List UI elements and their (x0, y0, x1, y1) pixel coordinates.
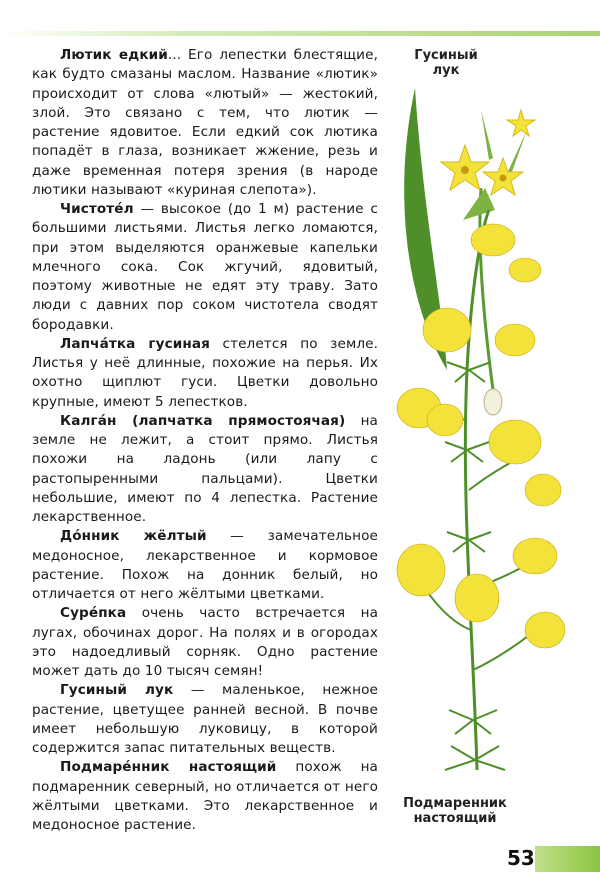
header-rule (0, 31, 600, 36)
caption-podmarennik: Подмаренник настоящий (403, 796, 507, 826)
paragraph-body: ... Его лепестки блестящие, как будто смазаны маслом. Название «лютик» происходит от слова «лютый» — жестокий, злой. Это связано с тем, что лютик — растение ядовитое. Если едкий сок лютика попадёт в глаза, возникает жжение, резь и даже временная потеря зрения (в народе лютики называют «куриная слепота»). (32, 47, 378, 198)
bedstraw-flower-cluster (525, 474, 561, 506)
bedstraw-flower-cluster (397, 544, 445, 596)
bedstraw-flower-cluster (471, 224, 515, 256)
paragraph-body: на земле не лежит, а стоит прямо. Листья похожи на ладонь (или лапу с растопыренными пальцами). Цветки небольшие, имеют по 4 лепестка. Растение лекарственное. (32, 412, 378, 525)
paragraph-lyutik (32, 46, 378, 200)
bedstraw-flower-cluster (495, 324, 535, 356)
bedstraw-flower-cluster (427, 404, 463, 436)
goose-onion-bulb (484, 389, 502, 415)
paragraph-body: похож на подмаренник северный, но отличается от него жёлтыми цветками. Это лекарственное и медоносное растение. (32, 759, 378, 833)
goose-onion-flower (441, 145, 489, 190)
term: Суре́пка (60, 605, 127, 622)
goose-onion-flower (483, 158, 523, 195)
term: Лютик едкий (60, 47, 168, 63)
paragraph-body: — маленькое, нежное растение, цветущее ранней весной. В почве имеет небольшую луковицу, в которой содержится запас питательных веществ. (32, 682, 378, 756)
paragraph-surepka (32, 604, 378, 681)
goose-onion-bud (481, 110, 493, 160)
term: Чистоте́л (60, 201, 134, 217)
paragraph-podmarennik (32, 758, 378, 835)
paragraph-body: стелется по земле. Листья у неё длинные, похожие на перья. Их охотно щиплют гуси. Цветки довольно крупные, имеют 5 лепестков. (32, 335, 379, 410)
bedstraw-flower-cluster (513, 538, 557, 574)
paragraph-gusiny-luk (32, 681, 378, 758)
page-number-band (535, 846, 600, 872)
bedstraw-flower-cluster (423, 308, 471, 352)
term: Калга́н (лапчатка прямостоячая) (60, 412, 346, 429)
bedstraw-flower-cluster (525, 612, 565, 648)
article-text (32, 46, 378, 835)
page-number: 53 (507, 846, 535, 870)
paragraph-donnik (32, 527, 378, 604)
term: Лапча́тка гусиная (60, 335, 210, 352)
term: Подмаре́нник настоящий (60, 759, 277, 776)
paragraph-body: — замечательное медоносное, лекарственное и кормовое растение. Похож на донник белый, но отличается от него жёлтыми цветками. (32, 528, 378, 602)
bedstraw-flower-cluster (489, 420, 541, 464)
paragraph-kalgan (32, 412, 378, 528)
plant-illustration (385, 70, 585, 800)
paragraph-lapchatka (32, 335, 378, 412)
paragraph-body: — высокое (до 1 м) растение с большими листьями. Листья легко ломаются, при этом выделяются оранжевые капельки млечного сока. Сок жгучий, ядовитый, поэтому животные не едят эту траву. Зато люди с давних пор соком чистотела сводят бородавки. (32, 201, 378, 333)
bedstraw-stem (465, 210, 489, 770)
bedstraw-flower-cluster (509, 258, 541, 282)
term: Гусиный лук (60, 682, 174, 699)
paragraph-chistotel (32, 200, 378, 335)
term: До́нник жёлтый (60, 528, 207, 545)
bedstraw-flower-cluster (455, 574, 499, 622)
caption-gusiny-luk: Гусиный лук (414, 48, 478, 78)
paragraph-body: очень часто встречается на лугах, обочинах дорог. На полях и в огородах это надоедливый сорняк. Одно растение может дать до 10 тысяч семян! (32, 605, 378, 679)
goose-onion-flower (507, 110, 535, 136)
